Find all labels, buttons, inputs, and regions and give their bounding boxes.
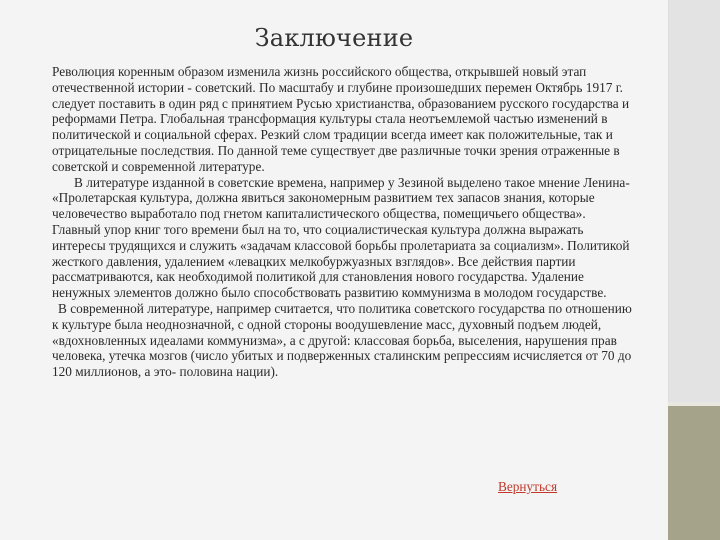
slide-title: Заключение: [254, 24, 414, 52]
paragraph-modern-literature: В современной литературе, например считается, что политика советского государства по отношению к культуре была неоднозначной, с одной стороны воодушевление масс, духовный подъем людей, «вдохновленных идеалами коммунизма», а с другой: классовая борьба, выселения, нарушения прав человека, утечка мозгов (число убитых и подверженных сталинским репрессиям исчисляется от 70 до 120 миллионов, а это- половина нации).: [52, 300, 632, 380]
slide-body: [52, 64, 636, 380]
back-link[interactable]: Вернуться: [498, 479, 558, 494]
sidebar-divider: [668, 402, 720, 406]
paragraph-soviet-literature: В литературе изданной в советские времена, например у Зезиной выделено такое мнение Ленина- «Пролетарская культура, должна явиться закономерным развитием тех запасов знания, которые человечество выработало под гнетом капиталистического общества, помещичьего общества». Главный упор книг того времени был на то, что социалистическая культура должна выражать интересы трудящихся и служить «задачам классовой борьбы пролетариата за социализм». Политикой жесткого давления, удалением «левацких мелкобуржуазных взглядов». Все действия партии рассматриваются, как необходимой политикой для становления нового государства. Удаление ненужных элементов должно было способствовать развитию коммунизма в молодом государстве.: [52, 174, 630, 301]
paragraph-intro: Революция коренным образом изменила жизнь российского общества, открывшей новый этап отечественной истории - советский. По масштабу и глубине произошедших перемен Октябрь 1917 г. следует поставить в один ряд с принятием Русью христианства, образованием русского государства и реформами Петра. Глобальная трансформация культуры стала неотъемлемой частью изменений в политической и социальной сферах. Резкий слом традиции всегда имеет как положительные, так и отрицательные последствия. По данной теме существует две различные точки зрения отраженные в советской и современной литературе.: [52, 64, 630, 174]
decorative-sidebar: [668, 0, 720, 540]
sidebar-upper-block: [668, 0, 720, 402]
sidebar-accent-block: [668, 402, 720, 540]
